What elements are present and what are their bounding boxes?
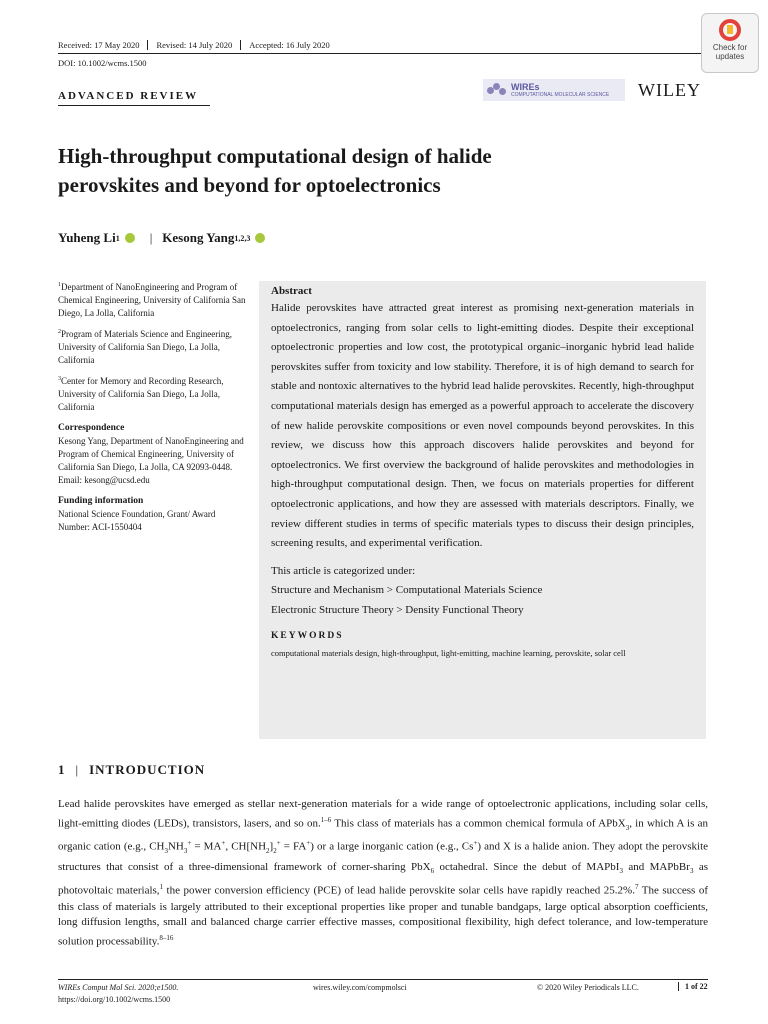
crossmark-icon	[719, 19, 741, 41]
author-list	[58, 230, 270, 246]
funding-text: National Science Foundation, Grant/ Award Number: ACI-1550404	[58, 509, 216, 532]
category-item[interactable]: Structure and Mechanism > Computational Materials Science	[271, 584, 543, 597]
citation[interactable]: 7	[634, 883, 639, 892]
publisher-logo[interactable]: WILEY	[638, 80, 701, 100]
footer-doi-link[interactable]: https://doi.org/10.1002/wcms.1500	[58, 995, 171, 1004]
correspondence-email[interactable]: Email: kesong@ucsd.edu	[58, 475, 150, 485]
orcid-icon[interactable]	[125, 233, 135, 243]
section-divider	[58, 105, 210, 106]
article-title	[58, 142, 658, 200]
header-divider	[58, 53, 706, 54]
affiliation: $^3$Center for Memory and Recording Research, University of California San Diego, La Jolla, California	[58, 376, 224, 412]
section-title: INTRODUCTION	[89, 762, 206, 777]
badge-line-1: Check for	[712, 43, 748, 52]
page-number: 1 of 22	[678, 982, 708, 991]
accepted-date: Accepted: 16 July 2020	[249, 40, 330, 50]
affiliation: $^2$Program of Materials Science and Engineering, University of California San Diego, La Jolla, California	[58, 329, 232, 365]
wires-logo-icon	[487, 83, 507, 97]
abstract-box	[259, 281, 706, 739]
journal-logo[interactable]	[483, 79, 625, 101]
citation[interactable]: 1–6	[320, 815, 332, 824]
abstract-body: Halide perovskites have attracted great interest as promising next-generation materials in optoelectronics, ranging from solar cells to light-emitting diodes. Despite their exceptional optoelectronic properties and low cost, the prototypical organic–inorganic hybrid lead halide perovskites suffer from toxicity and low stability. Therefore, it is of high demand to search for stable and nontoxic alternatives to the hybrid lead halide perovskites. Recently, high-throughput computational materials design has emerged as a powerful approach to accelerate the discovery of new halide perovskite compositions or even novel compounds beyond perovskites. In this review, we discuss how this approach discovers halide perovskites and beyond for optoelectronics. We first overview the background of halide perovskites and methodologies in high-throughput computational design. Then, we focus on materials properties for different optoelectronic applications, and how they are assessed with materials descriptors. Finally, we review different studies in terms of specific materials types to discuss their design principles, screening results, and experimental verification.	[271, 302, 694, 550]
author-separator: |	[149, 230, 153, 245]
journal-logo-name: WIREs	[511, 81, 540, 92]
citation[interactable]: 8–16	[159, 934, 174, 943]
author-1-sup: 1	[115, 233, 120, 243]
keywords-heading: KEYWORDS	[271, 630, 344, 641]
section-heading	[58, 762, 205, 778]
footer-citation	[58, 982, 178, 1006]
citation[interactable]: 1	[159, 883, 164, 892]
section-separator: |	[75, 762, 80, 777]
footer-journal: WIREs Comput Mol Sci. 2020;e1500.	[58, 983, 179, 992]
intro-paragraph: Lead halide perovskites have emerged as stellar next-generation materials for a wide range of optoelectronic applications, including solar cells, light-emitting diodes (LEDs), transistors, lasers, and so on.$^{1-6}$ This class of materials has a common chemical formula of APbX$_3$, in which A is an organic cation (e.g., $CH_3NH_3^+ = MA^+$, $CH[NH_2]_2^+ = FA^+$) or a large inorganic cation (e.g., Cs+) and X is a halide anion. They adopt the perovskite structures that consist of a three-dimensional framework of corner-sharing PbX$_6$ octahedral. Since the debut of MAPbI$_3$ and MAPbBr$_3$ as photovoltaic materials,$^1$ the power conversion efficiency (PCE) of lead halide perovskite solar cells have rapidly reached 25.2%.$^7$ The success of this class of materials is largely attributed to their exceptional properties like proper and tunable bandgaps, large optical absorption coefficients, long diffusion lengths, small and balanced charge carrier effective masses, compositional flexibility, high defect tolerance, and low-temperature solution processability.$^{8-16}$	[58, 798, 709, 948]
badge-line-2: updates	[715, 52, 745, 61]
check-for-updates-button[interactable]	[701, 13, 759, 73]
article-dates	[58, 40, 338, 50]
category-item[interactable]: Electronic Structure Theory > Density Functional Theory	[271, 603, 524, 616]
author-2-sup: 1,2,3	[234, 233, 251, 243]
title-line-2: perovskites and beyond for optoelectronics	[58, 173, 441, 197]
section-type: ADVANCED REVIEW	[58, 90, 199, 102]
revised-date: Revised: 14 July 2020	[148, 40, 241, 50]
author-2-name: Kesong Yang	[162, 230, 235, 245]
correspondence-text: Kesong Yang, Department of NanoEngineering and Program of Chemical Engineering, University of California San Diego, La Jolla, CA 92093-0448.	[58, 436, 244, 472]
title-line-1: High-throughput computational design of halide	[58, 144, 492, 168]
abstract-heading: Abstract	[271, 285, 312, 297]
doi[interactable]: DOI: 10.1002/wcms.1500	[58, 58, 147, 68]
received-date: Received: 17 May 2020	[58, 40, 148, 50]
categories	[271, 562, 694, 621]
sidebar-info	[58, 279, 246, 540]
section-number: 1	[58, 762, 66, 777]
orcid-icon[interactable]	[255, 233, 265, 243]
affiliation: $^1$Department of NanoEngineering and Program of Chemical Engineering, University of California San Diego, La Jolla, California	[58, 282, 246, 318]
journal-logo-sub: COMPUTATIONAL MOLECULAR SCIENCE	[511, 91, 610, 98]
footer-site-link[interactable]: wires.wiley.com/compmolsci	[313, 983, 407, 992]
categorized-intro: This article is categorized under:	[271, 564, 416, 577]
keywords: computational materials design, high-throughput, light-emitting, machine learning, perovskite, solar cell	[271, 647, 626, 658]
footer-copyright: © 2020 Wiley Periodicals LLC.	[537, 983, 639, 992]
footer-divider	[58, 979, 708, 980]
funding-heading: Funding information	[58, 496, 144, 506]
author-1-name: Yuheng Li	[58, 230, 116, 245]
correspondence-heading: Correspondence	[58, 423, 125, 433]
